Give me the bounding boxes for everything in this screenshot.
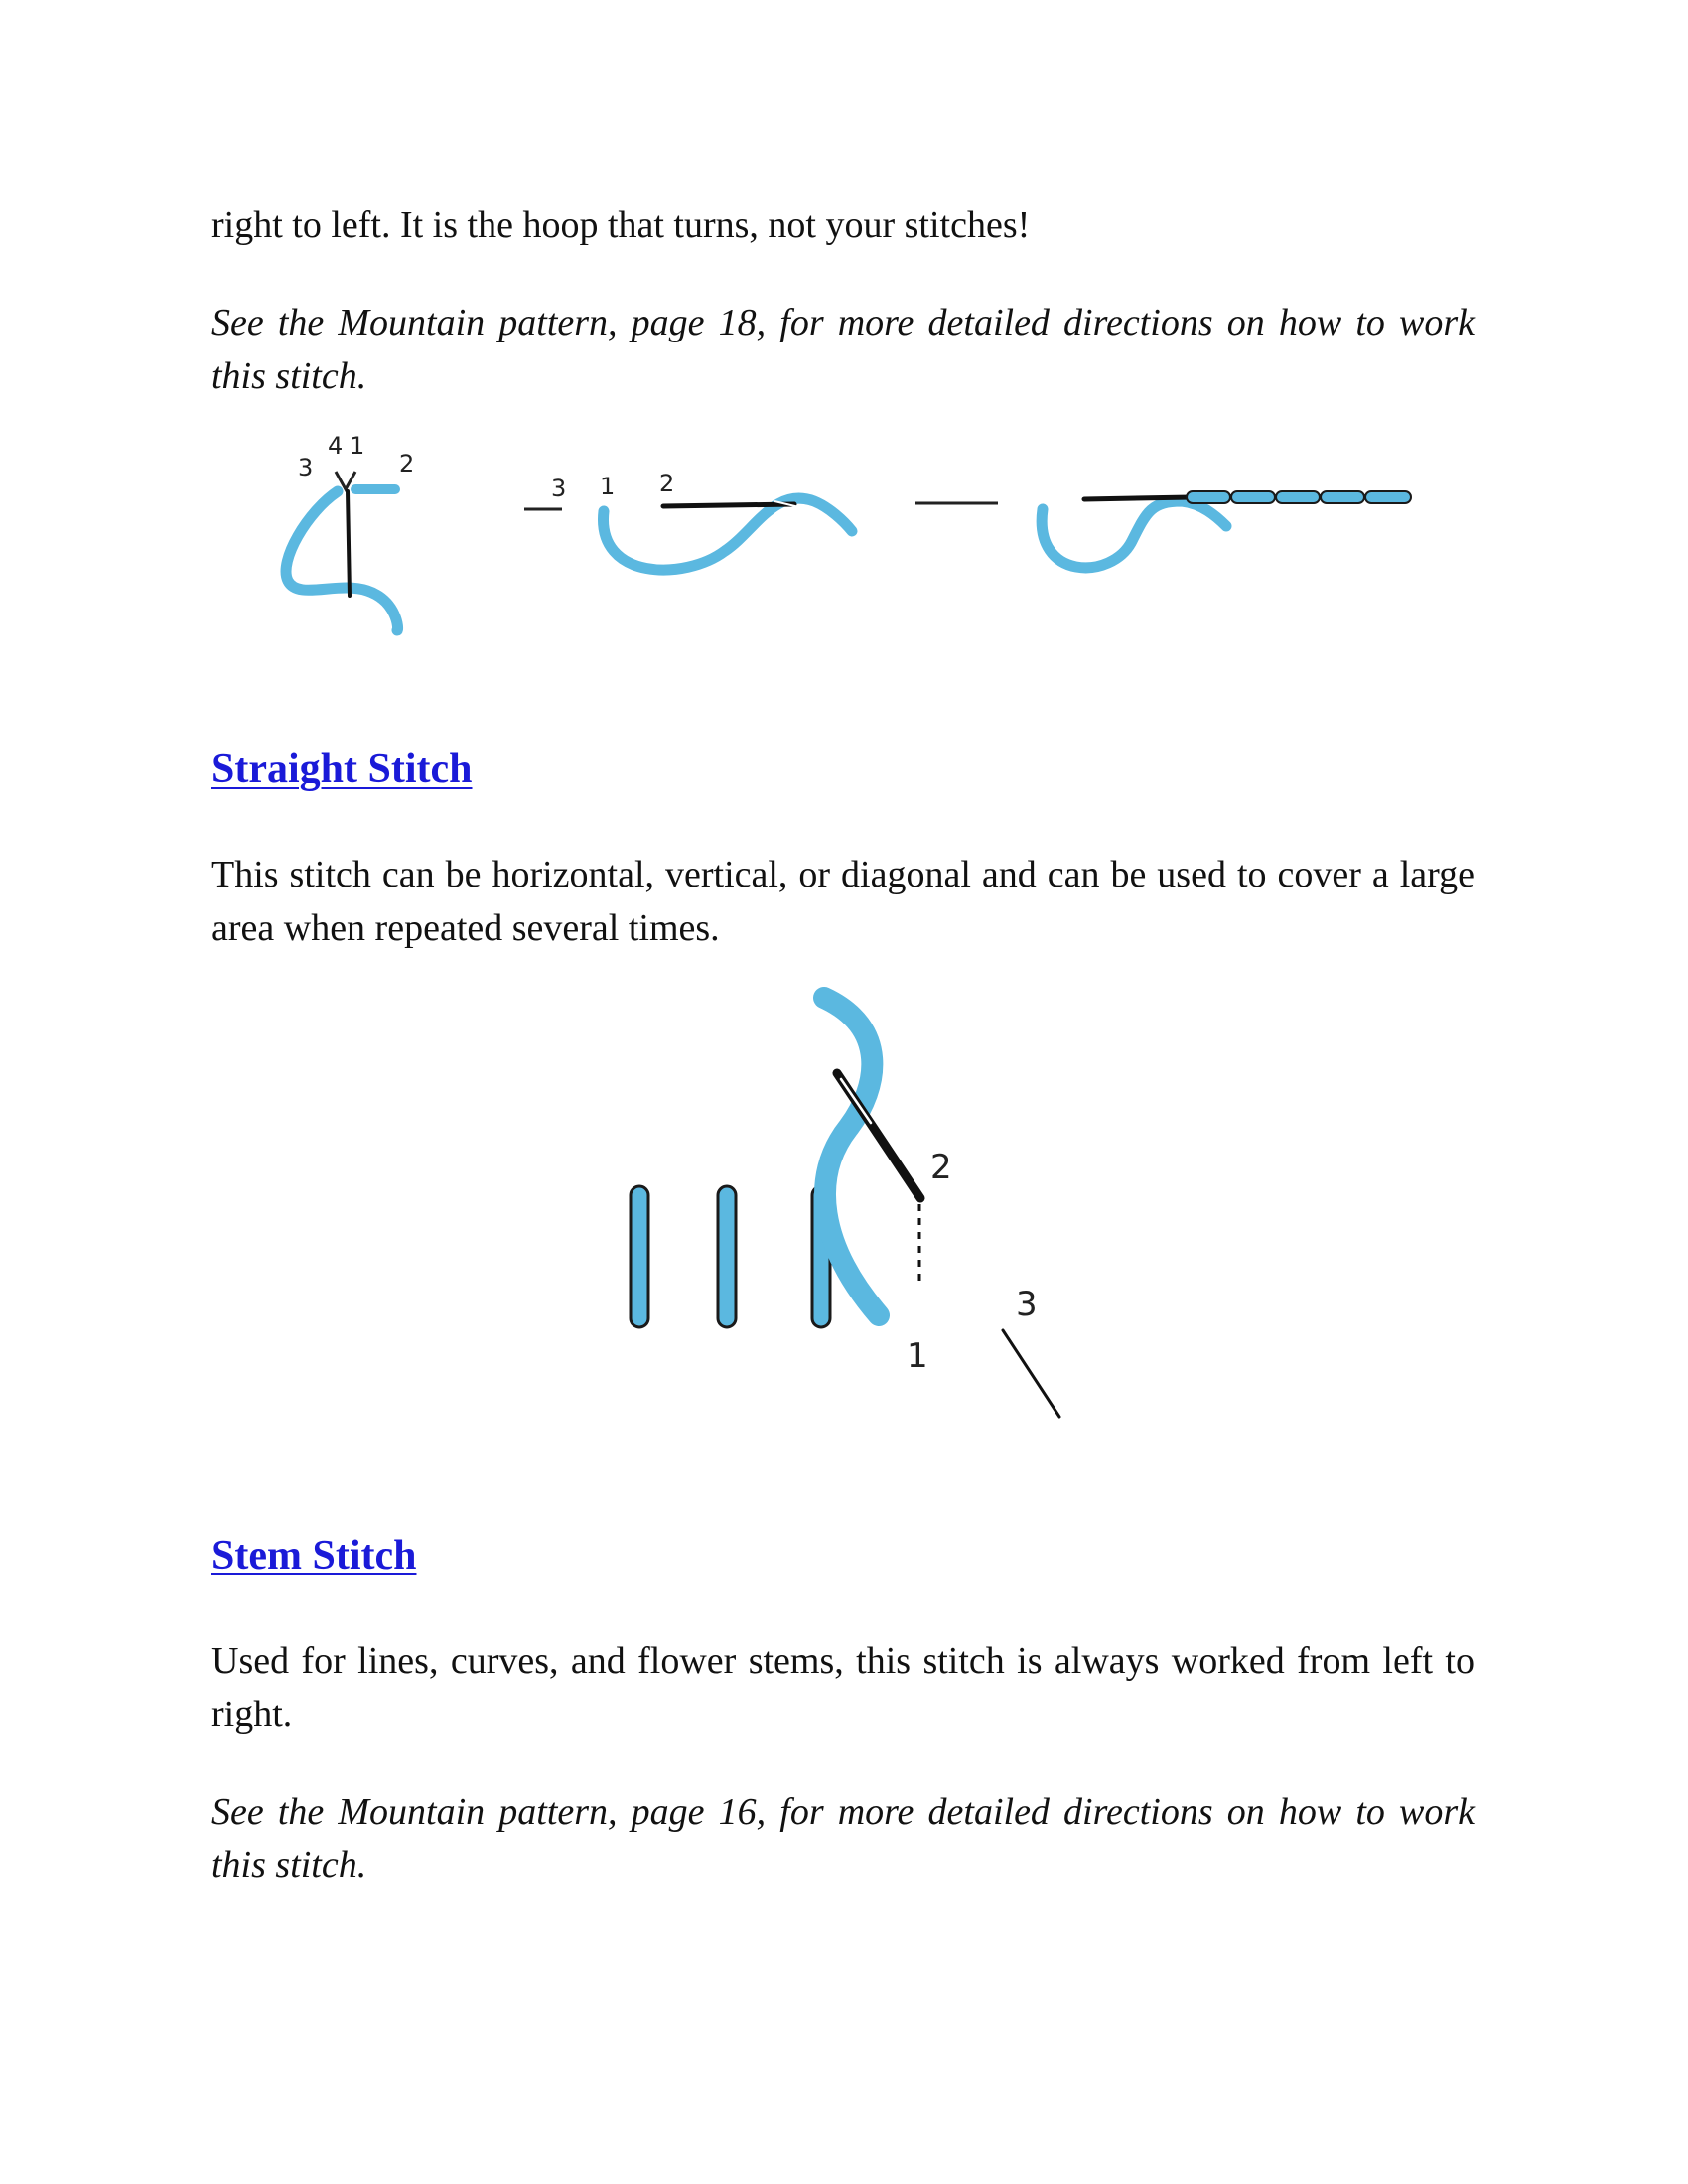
label-3-straight: 3	[1016, 1285, 1038, 1324]
straight-stitch-link[interactable]: Straight Stitch	[211, 747, 473, 792]
label-2-straight: 2	[930, 1148, 952, 1187]
label-2: 2	[399, 450, 415, 478]
stitch-diagram-step-2	[524, 470, 852, 570]
stem-stitch-link[interactable]: Stem Stitch	[211, 1533, 417, 1578]
label-1b: 1	[600, 473, 616, 500]
label-3: 3	[298, 454, 314, 481]
label-2b: 2	[659, 470, 675, 497]
straight-stitch-diagram	[611, 988, 1077, 1425]
see-also-note-top: See the Mountain pattern, page 18, for more detailed directions on how to work this stitch.	[211, 302, 1475, 397]
stem-stitch-description: Used for lines, curves, and flower stems, this stitch is always worked from left to right.	[211, 1640, 1475, 1735]
label-1: 1	[350, 432, 365, 460]
label-1-straight: 1	[907, 1336, 928, 1376]
see-also-note-bottom: See the Mountain pattern, page 16, for more detailed directions on how to work this stitch.	[211, 1791, 1475, 1886]
label-4: 4	[328, 432, 344, 460]
continued-paragraph: right to left. It is the hoop that turns, not your stitches!	[211, 205, 1031, 246]
stitch-chain	[1187, 491, 1411, 503]
label-3b: 3	[551, 475, 567, 502]
stitch-diagram-step-3	[915, 491, 1411, 568]
stitch-diagram-step-1	[286, 432, 414, 630]
straight-stitch-description: This stitch can be horizontal, vertical, or diagonal and can be used to cover a large area when repeated several times.	[211, 854, 1475, 949]
stitch-diagram-top	[258, 432, 1430, 650]
